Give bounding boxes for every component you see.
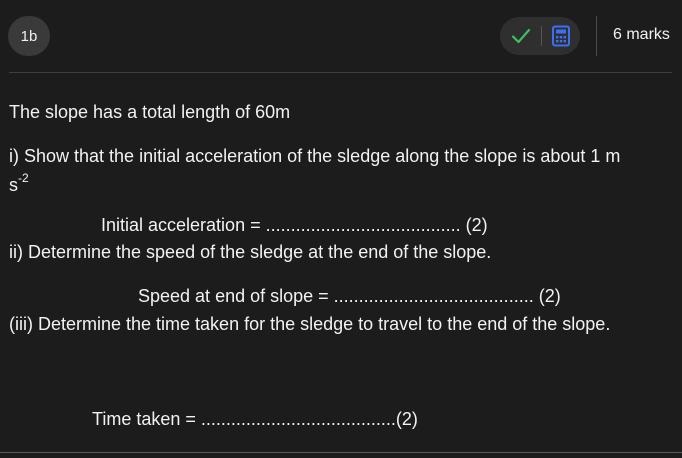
check-icon[interactable] bbox=[510, 25, 532, 47]
part2-answer-line[interactable]: Speed at end of slope = ........................................ (2) bbox=[138, 286, 561, 306]
part2-text: ii) Determine the speed of the sledge at the end of the slope. bbox=[9, 242, 492, 262]
question-intro: The slope has a total length of 60m bbox=[9, 102, 291, 122]
part1-unit-base: s bbox=[9, 175, 18, 195]
pill-divider bbox=[541, 26, 542, 46]
header-rule bbox=[9, 72, 672, 73]
part3-answer-line[interactable]: Time taken = .......................................(2) bbox=[92, 409, 418, 429]
tool-pill bbox=[500, 17, 580, 55]
part1-unit-line bbox=[9, 168, 29, 197]
bottom-rule bbox=[0, 452, 682, 453]
part1-answer-line[interactable]: Initial acceleration = ....................................... (2) bbox=[101, 215, 488, 235]
part1-text: i) Show that the initial acceleration of the sledge along the slope is about 1 m bbox=[9, 146, 621, 166]
part3-text: (iii) Determine the time taken for the sledge to travel to the end of the slope. bbox=[9, 314, 611, 334]
calculator-icon[interactable] bbox=[551, 25, 571, 47]
marks-label: 6 marks bbox=[613, 26, 670, 43]
header-divider bbox=[596, 16, 597, 56]
question-number-badge: 1b bbox=[8, 16, 50, 56]
part1-unit-exponent: -2 bbox=[18, 171, 29, 185]
